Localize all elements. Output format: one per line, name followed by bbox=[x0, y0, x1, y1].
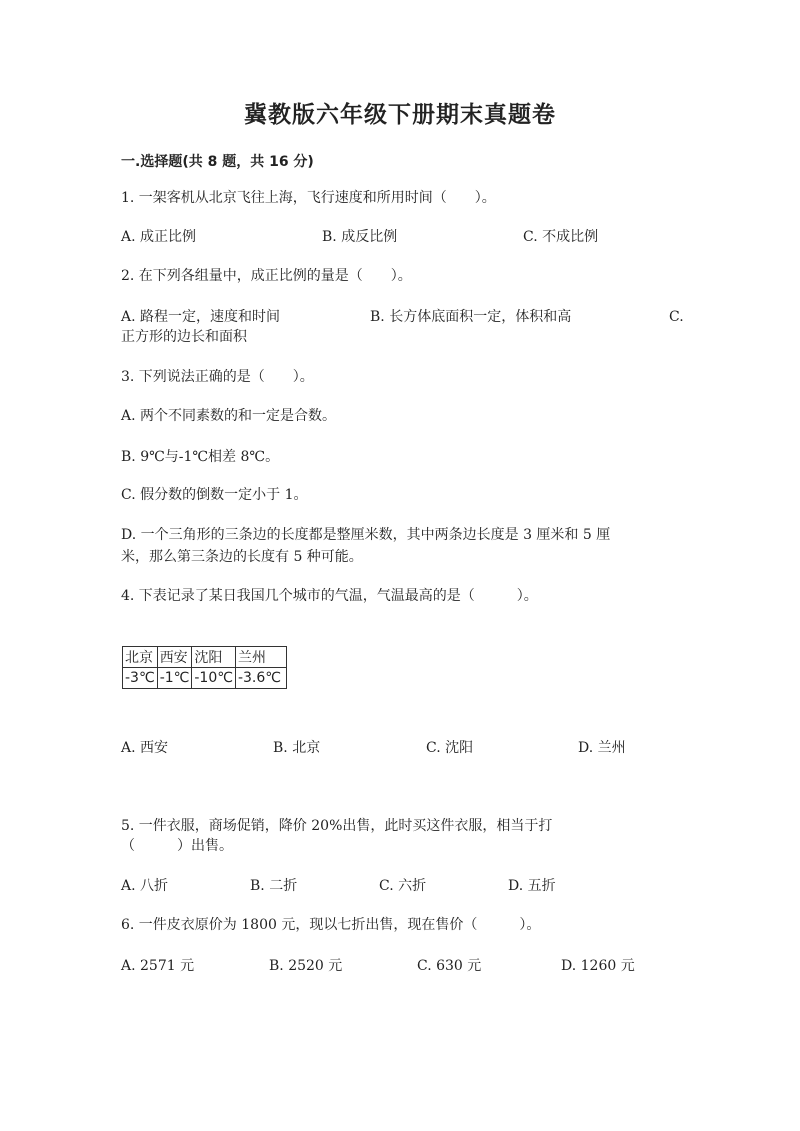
question-3-stem: 3. 下列说法正确的是（ ）。 bbox=[121, 369, 314, 385]
q3-option-b: B. 9℃与-1℃相差 8℃。 bbox=[121, 449, 280, 465]
q4-option-a: A. 西安 bbox=[121, 740, 169, 756]
q3-option-d-continued: 米，那么第三条边的长度有 5 种可能。 bbox=[121, 549, 363, 565]
question-4-stem: 4. 下表记录了某日我国几个城市的气温，气温最高的是（ ）。 bbox=[121, 588, 538, 604]
q4-option-d: D. 兰州 bbox=[578, 740, 626, 756]
city-cell: 沈阳 bbox=[192, 647, 236, 668]
question-6-stem: 6. 一件皮衣原价为 1800 元，现以七折出售，现在售价（ ）。 bbox=[121, 917, 541, 933]
q5-option-b: B. 二折 bbox=[250, 878, 298, 894]
q1-option-a: A. 成正比例 bbox=[121, 229, 197, 245]
temp-cell: -10℃ bbox=[192, 668, 236, 689]
q6-option-d: D. 1260 元 bbox=[561, 958, 635, 974]
q6-option-b: B. 2520 元 bbox=[269, 958, 343, 974]
q5-option-a: A. 八折 bbox=[121, 878, 169, 894]
q4-option-c: C. 沈阳 bbox=[426, 740, 474, 756]
table-row bbox=[123, 647, 287, 668]
temp-cell: -3℃ bbox=[123, 668, 158, 689]
q6-option-c: C. 630 元 bbox=[417, 958, 482, 974]
city-cell: 兰州 bbox=[235, 647, 286, 668]
q5-option-d: D. 五折 bbox=[508, 878, 556, 894]
q2-option-c-text: 正方形的边长和面积 bbox=[121, 329, 247, 345]
q1-option-c: C. 不成比例 bbox=[523, 229, 599, 245]
temp-cell: -3.6℃ bbox=[235, 668, 286, 689]
city-cell: 西安 bbox=[157, 647, 192, 668]
temp-cell: -1℃ bbox=[157, 668, 192, 689]
q1-option-b: B. 成反比例 bbox=[322, 229, 398, 245]
q4-option-b: B. 北京 bbox=[273, 740, 321, 756]
question-1-stem: 1. 一架客机从北京飞往上海，飞行速度和所用时间（ ）。 bbox=[121, 190, 496, 206]
question-5-stem-continued: （ ）出售。 bbox=[121, 838, 233, 854]
q3-option-d: D. 一个三角形的三条边的长度都是整厘米数，其中两条边长度是 3 厘米和 5 厘 bbox=[121, 527, 611, 543]
q2-option-b: B. 长方体底面积一定，体积和高 bbox=[370, 309, 572, 325]
q3-option-c: C. 假分数的倒数一定小于 1。 bbox=[121, 487, 308, 503]
exam-title: 冀教版六年级下册期末真题卷 bbox=[244, 102, 556, 128]
q3-option-a: A. 两个不同素数的和一定是合数。 bbox=[121, 408, 337, 424]
temperature-table bbox=[122, 646, 287, 689]
question-5-stem: 5. 一件衣服，商场促销，降价 20%出售，此时买这件衣服，相当于打 bbox=[121, 818, 553, 834]
section-heading: 一.选择题(共 8 题，共 16 分) bbox=[121, 154, 314, 170]
city-cell: 北京 bbox=[123, 647, 158, 668]
q5-option-c: C. 六折 bbox=[379, 878, 427, 894]
q2-option-a: A. 路程一定，速度和时间 bbox=[121, 309, 281, 325]
table-row bbox=[123, 668, 287, 689]
q6-option-a: A. 2571 元 bbox=[121, 958, 195, 974]
question-2-stem: 2. 在下列各组量中，成正比例的量是（ ）。 bbox=[121, 268, 412, 284]
q2-option-c: C. bbox=[669, 309, 684, 325]
